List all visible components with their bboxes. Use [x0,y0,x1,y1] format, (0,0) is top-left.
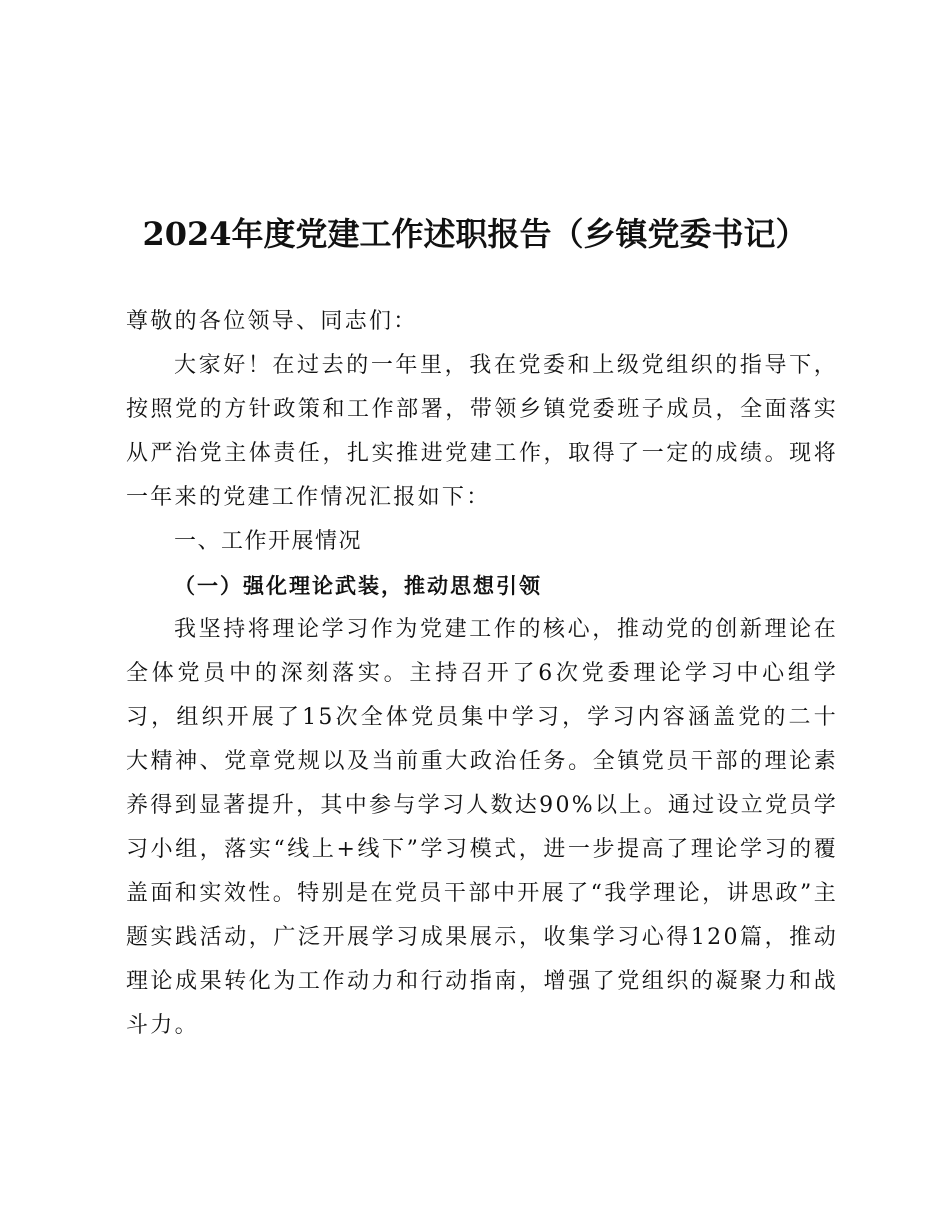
subsection-paragraph: 我坚持将理论学习作为党建工作的核心，推动党的创新理论在全体党员中的深刻落实。主持召开了6次党委理论学习中心组学习，组织开展了15次全体党员集中学习，学习内容涵盖党的二十大精神、党章党规以及当前重大政治任务。全镇党员干部的理论素养得到显著提升，其中参与学习人数达90%以上。通过设立党员学习小组，落实“线上+线下”学习模式，进一步提高了理论学习的覆盖面和实效性。特别是在党员干部中开展了“我学理论，讲思政”主题实践活动，广泛开展学习成果展示，收集学习心得120篇，推动理论成果转化为工作动力和行动指南，增强了党组织的凝聚力和战斗力。 [126,617,838,1038]
section-heading: 一、工作开展情况 [174,529,363,554]
salutation: 尊敬的各位领导、同志们： [126,309,418,334]
intro-paragraph: 大家好！在过去的一年里，我在党委和上级党组织的指导下，按照党的方针政策和工作部署，带领乡镇党委班子成员，全面落实从严治党主体责任，扎实推进党建工作，取得了一定的成绩。现将一年来的党建工作情况汇报如下： [126,353,838,510]
document-body [126,300,838,1048]
document-title: 2024年度党建工作述职报告（乡镇党委书记） [142,215,808,253]
subsection-heading: （一）强化理论武装，推动思想引领 [174,573,542,598]
